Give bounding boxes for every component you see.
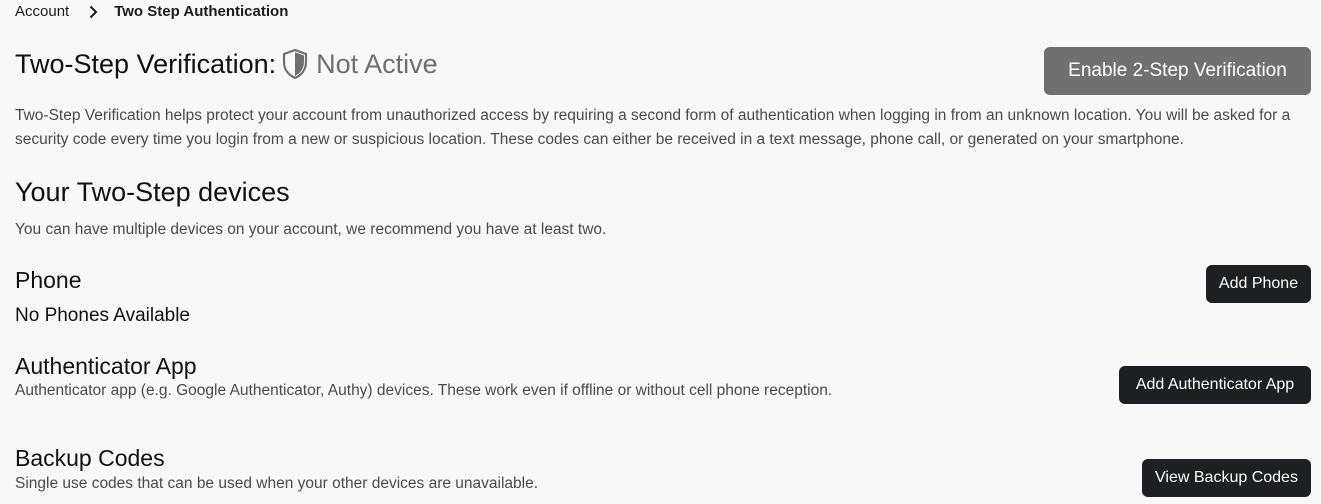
enable-2-step-button[interactable]: Enable 2-Step Verification [1044, 47, 1311, 95]
no-phones-text: No Phones Available [15, 305, 190, 326]
add-phone-button[interactable]: Add Phone [1206, 265, 1311, 303]
shield-icon [282, 49, 308, 79]
breadcrumb-account-link[interactable]: Account [15, 3, 70, 20]
devices-heading: Your Two-Step devices [15, 177, 290, 207]
authenticator-heading: Authenticator App [15, 353, 197, 379]
backup-codes-heading: Backup Codes [15, 445, 165, 471]
backup-codes-description: Single use codes that can be used when your other devices are unavailable. [15, 475, 539, 492]
breadcrumb [15, 2, 288, 22]
status-badge: Not Active [316, 49, 438, 79]
page-title-text: Two-Step Verification: [15, 49, 277, 79]
add-authenticator-app-button[interactable]: Add Authenticator App [1119, 366, 1311, 404]
authenticator-description: Authenticator app (e.g. Google Authenticator, Authy) devices. These work even if offline or without cell phone reception. [15, 382, 833, 399]
devices-description: You can have multiple devices on your account, we recommend you have at least two. [15, 221, 607, 238]
view-backup-codes-button[interactable]: View Backup Codes [1142, 459, 1311, 497]
page-title [15, 46, 438, 82]
two-step-description: Two-Step Verification helps protect your account from unauthorized access by requiring a second form of authentication when logging in from an unknown location. You will be asked for a security code every time you login from a new or suspicious location. These codes can either be received in a text message, phone call, or generated on your smartphone. [15, 107, 1291, 148]
breadcrumb-current: Two Step Authentication [114, 3, 289, 20]
chevron-right-icon [89, 5, 98, 19]
phone-heading: Phone [15, 267, 82, 293]
